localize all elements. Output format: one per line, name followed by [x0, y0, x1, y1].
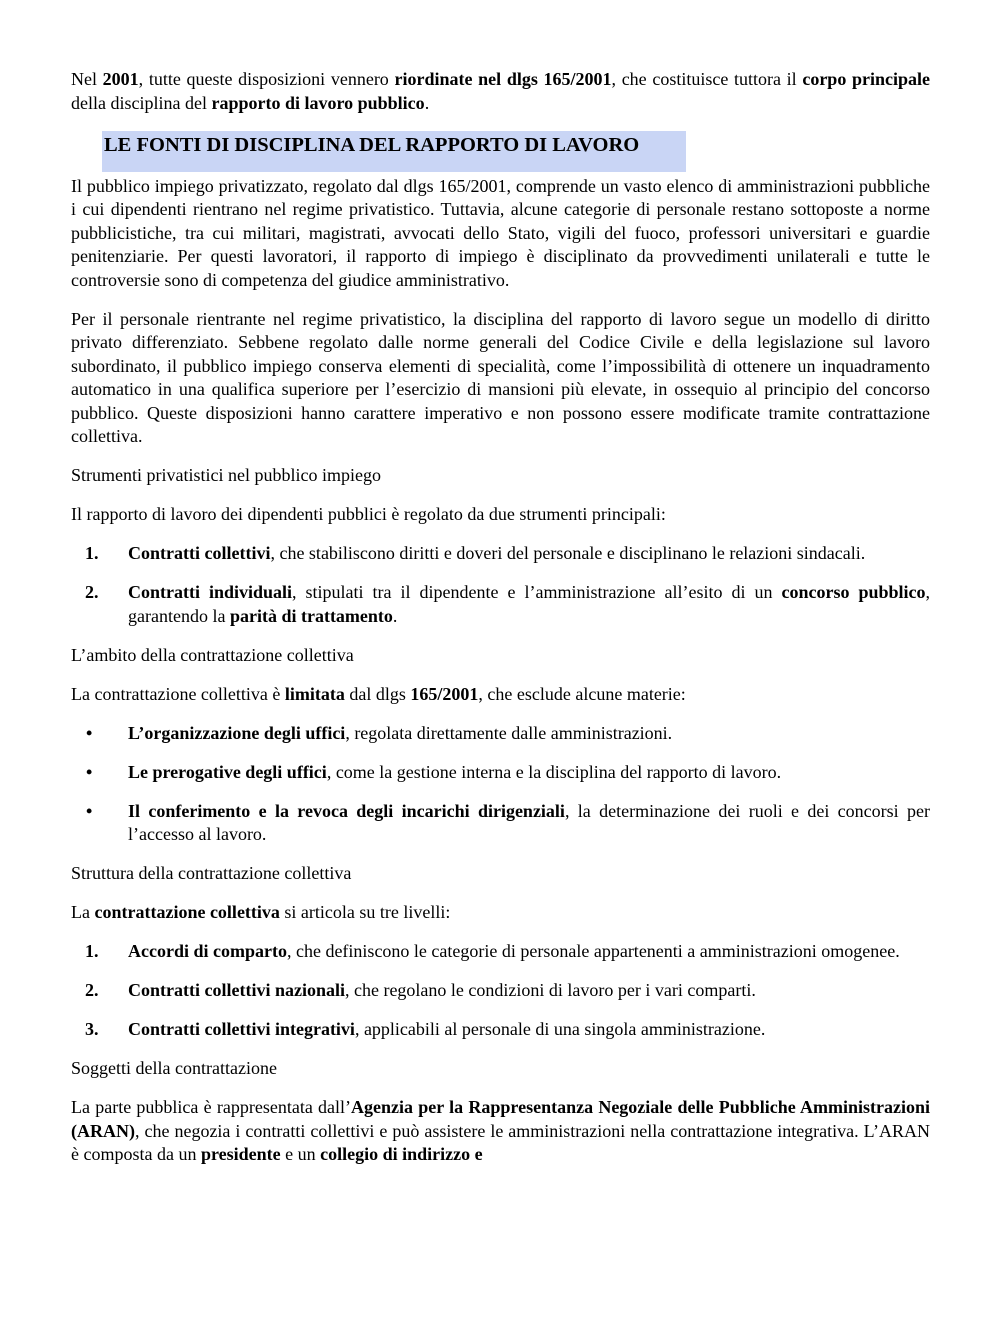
bold-text: limitata: [284, 683, 345, 704]
list-number: 1.: [85, 543, 99, 563]
text-run: , che regolano le condizioni di lavoro per i vari comparti.: [344, 980, 756, 1000]
section-heading-wrap: [102, 131, 930, 172]
strumenti-list: [71, 542, 930, 628]
ambito-list: [71, 722, 930, 847]
bold-text: presidente: [200, 1144, 281, 1164]
text-run: Nel: [71, 69, 103, 89]
bold-text: Contratti individuali: [128, 582, 293, 602]
subtitle-struttura: Struttura della contrattazione collettiva: [71, 863, 352, 883]
bold-text: Contratti collettivi nazionali: [128, 980, 345, 1000]
bullet-marker: •: [86, 761, 93, 782]
regime-paragraph: Per il personale rientrante nel regime privatistico, la disciplina del rapporto di lavoro segue un modello di diritto privato differenziato. Sebbene regolato dalle norme generali del Codice Civile e della legislazione sul lavoro subordinato, il pubblico impiego conserva elementi di specialità, come l’impossibilità di ottenere un inquadramento automatico in una qualifica superiore per l’esercizio di mansioni più elevate, in ossequio al principio del concorso pubblico. Queste disposizioni hanno carattere imperativo e non possono essere modificate tramite contrattazione collettiva.: [71, 308, 930, 446]
list-item: [71, 542, 930, 566]
subtitle-soggetti: Soggetti della contrattazione: [71, 1058, 277, 1078]
bold-text: Agenzia per la Rappresentanza Negoziale delle Pubbliche Amministrazioni (ARAN): [71, 1097, 930, 1141]
bold-text: corpo principale: [802, 69, 930, 89]
text-run: La: [71, 902, 95, 922]
text-run: , applicabili al personale di una singola amministrazione.: [354, 1019, 766, 1039]
text-run: e un: [280, 1144, 321, 1164]
bullet-marker: •: [86, 722, 93, 743]
list-number: 1.: [85, 941, 99, 961]
list-item: [71, 581, 930, 628]
text-run: , che costituisce tuttora il: [611, 69, 803, 89]
list-item: [71, 722, 930, 746]
list-item: [71, 1018, 930, 1042]
list-number: 2.: [85, 582, 99, 602]
text-run: , che definiscono le categorie di personale appartenenti a amministrazioni omogenee.: [286, 941, 900, 961]
bold-text: 2001: [102, 69, 139, 89]
list-item: [71, 940, 930, 964]
ambito-paragraph: [71, 683, 930, 707]
impiego-paragraph: Il pubblico impiego privatizzato, regolato dal dlgs 165/2001, comprende un vasto elenco di amministrazioni pubbliche i cui dipendenti rientrano nel regime privatistico. Tuttavia, alcune categorie di personale restano sottoposte a norme pubblicistiche, tra cui militari, magistrati, avvocati dello Stato, vigili del fuoco, professori universitari e guardie penitenziarie. Per questi lavoratori, il rapporto di impiego è disciplinato da provvedimenti unilaterali e tutte le controversie sono di competenza del giudice amministrativo.: [71, 175, 930, 290]
text-run: della disciplina del: [71, 92, 212, 113]
text-run: , che stabiliscono diritti e doveri del personale e disciplinano le relazioni sindacali.: [270, 543, 866, 563]
bold-text: parità di trattamento: [229, 605, 393, 626]
bold-text: L’organizzazione degli uffici: [128, 722, 346, 743]
list-item: [71, 979, 930, 1003]
text-run: , che esclude alcune materie:: [478, 683, 686, 704]
struttura-list: [71, 940, 930, 1042]
text-run: , regolata direttamente dalle amministrazioni.: [345, 722, 673, 743]
text-run: .: [392, 605, 398, 626]
struttura-paragraph: [71, 901, 930, 925]
bold-text: contrattazione collettiva: [94, 902, 280, 922]
text-run: La parte pubblica è rappresentata dall’: [71, 1097, 352, 1117]
intro-paragraph: [71, 68, 930, 115]
bold-text: Contratti collettivi: [128, 543, 271, 563]
subtitle-strumenti: Strumenti privatistici nel pubblico impiego: [71, 465, 381, 485]
text-run: .: [424, 92, 430, 113]
text-run: , tutte queste disposizioni vennero: [138, 69, 395, 89]
bold-text: concorso pubblico: [781, 582, 926, 602]
list-number: 2.: [85, 980, 99, 1000]
text-run: , stipulati tra il dipendente e l’amministrazione all’esito di un: [292, 582, 782, 602]
strumenti-paragraph: Il rapporto di lavoro dei dipendenti pubblici è regolato da due strumenti principali:: [71, 504, 666, 524]
text-run: La contrattazione collettiva è: [71, 683, 285, 704]
bold-text: 165/2001: [410, 683, 479, 704]
list-number: 3.: [85, 1019, 99, 1039]
text-run: , garantendo la: [128, 582, 931, 626]
bold-text: rapporto di lavoro pubblico: [211, 92, 425, 113]
bold-text: collegio di indirizzo e: [320, 1144, 483, 1164]
list-item: [71, 761, 930, 785]
bold-text: Accordi di comparto: [128, 941, 287, 961]
text-run: , la determinazione dei ruoli e dei concorsi per l’accesso al lavoro.: [128, 800, 930, 844]
bullet-marker: •: [86, 800, 93, 821]
soggetti-paragraph: [71, 1096, 930, 1167]
bold-text: riordinate nel dlgs 165/2001: [394, 69, 612, 89]
text-run: si articola su tre livelli:: [279, 902, 451, 922]
bold-text: Il conferimento e la revoca degli incarichi dirigenziali: [128, 800, 565, 821]
text-run: dal dlgs: [344, 683, 411, 704]
list-item: [71, 800, 930, 847]
subtitle-ambito: L’ambito della contrattazione collettiva: [71, 644, 354, 665]
text-run: , come la gestione interna e la disciplina del rapporto di lavoro.: [326, 761, 782, 782]
section-heading: LE FONTI DI DISCIPLINA DEL RAPPORTO DI LAVORO: [102, 131, 686, 172]
bold-text: Contratti collettivi integrativi: [128, 1019, 355, 1039]
text-run: , che negozia i contratti collettivi e può assistere le amministrazioni nella contrattazione integrativa. L’ARAN è composta da un: [71, 1120, 930, 1164]
bold-text: Le prerogative degli uffici: [128, 761, 327, 782]
